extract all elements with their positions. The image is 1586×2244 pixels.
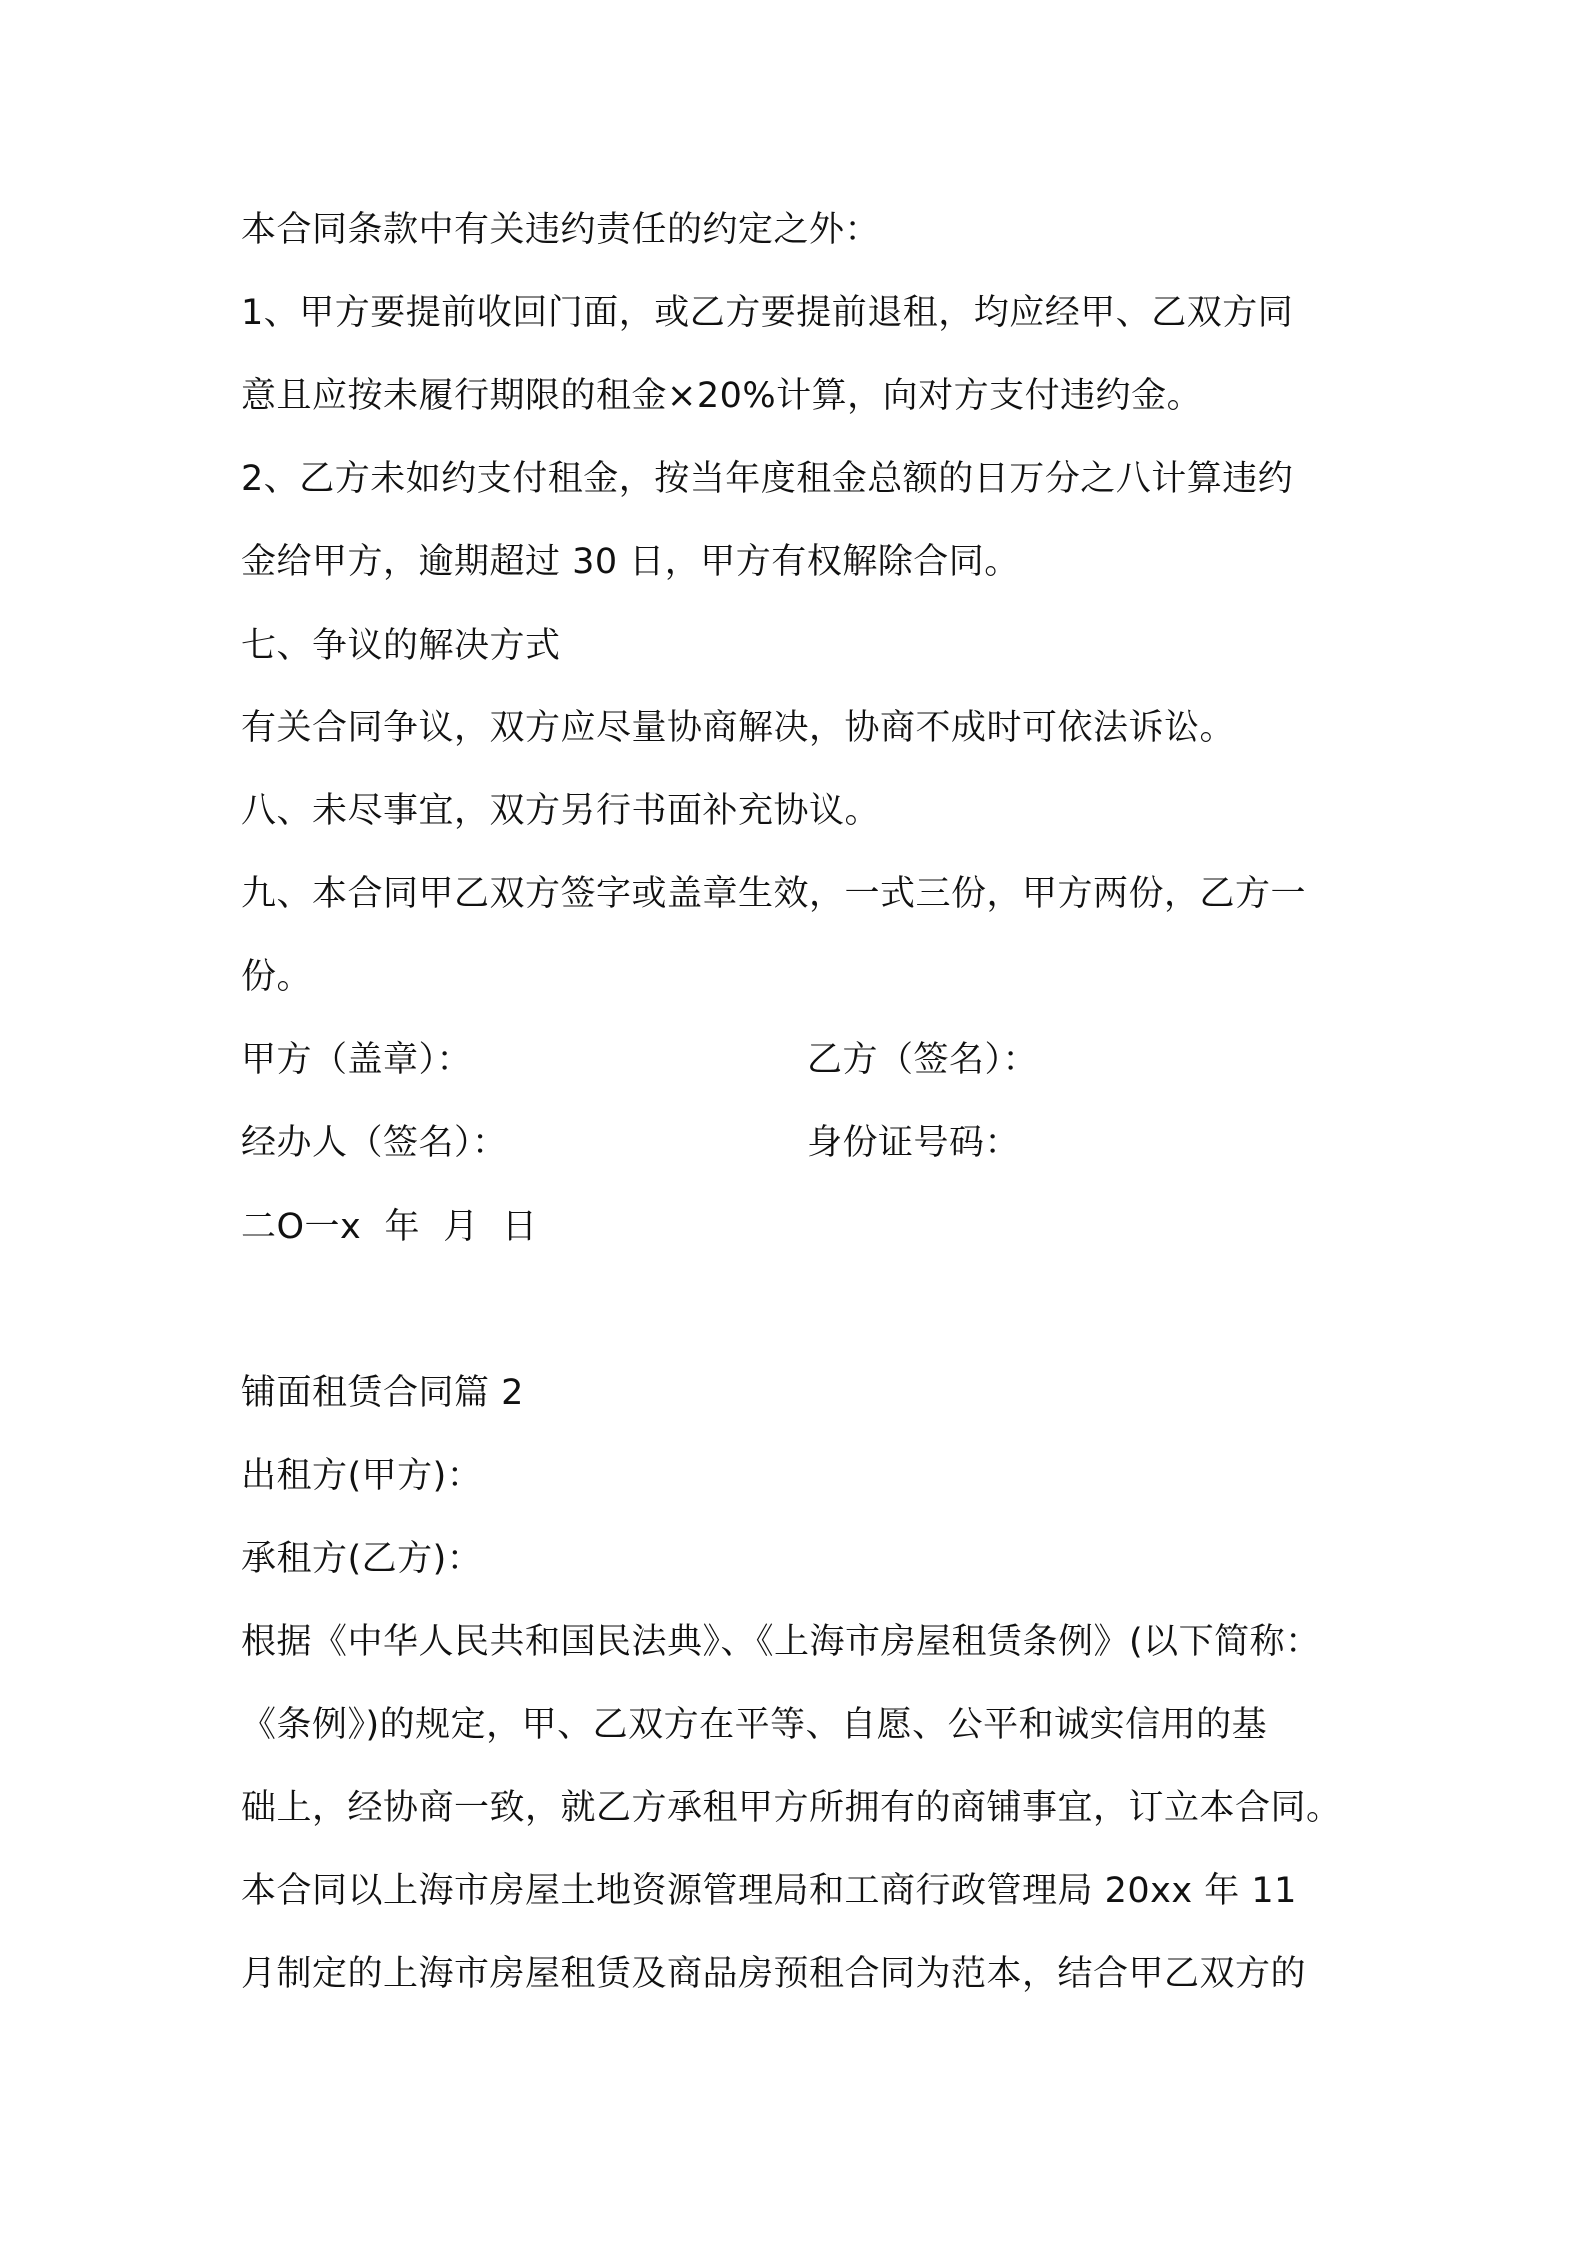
id-number-label: 身份证号码： bbox=[807, 1123, 1021, 1163]
lessor-label: 出租方(甲方)： bbox=[241, 1456, 483, 1496]
paragraph-line: 础上，经协商一致，就乙方承租甲方所拥有的商铺事宜，订立本合同。 bbox=[241, 1788, 1342, 1828]
paragraph-line: 份。 bbox=[241, 957, 313, 997]
paragraph-line: 本合同以上海市房屋土地资源管理局和工商行政管理局 20xx 年 11 bbox=[241, 1871, 1297, 1911]
section-heading: 七、争议的解决方式 bbox=[241, 626, 561, 666]
party-b-sign-label: 乙方（签名）： bbox=[807, 1040, 1039, 1080]
paragraph-line: 2、乙方未如约支付租金，按当年度租金总额的日万分之八计算违约 bbox=[241, 459, 1294, 499]
paragraph-line: 1、甲方要提前收回门面，或乙方要提前退租，均应经甲、乙双方同 bbox=[241, 293, 1294, 333]
agent-sign-label: 经办人（签名）： bbox=[241, 1123, 508, 1163]
section2-title: 铺面租赁合同篇 2 bbox=[241, 1373, 524, 1413]
paragraph-line: 八、未尽事宜，双方另行书面补充协议。 bbox=[241, 791, 881, 831]
paragraph-line: 《条例》)的规定，甲、乙双方在平等、自愿、公平和诚实信用的基 bbox=[241, 1705, 1268, 1745]
lessee-label: 承租方(乙方)： bbox=[241, 1539, 483, 1579]
paragraph-line: 有关合同争议，双方应尽量协商解决，协商不成时可依法诉讼。 bbox=[241, 708, 1236, 748]
paragraph-line: 九、本合同甲乙双方签字或盖章生效，一式三份，甲方两份，乙方一 bbox=[241, 874, 1307, 914]
party-a-seal-label: 甲方（盖章）： bbox=[241, 1040, 473, 1080]
paragraph-line: 金给甲方，逾期超过 30 日，甲方有权解除合同。 bbox=[241, 542, 1020, 582]
paragraph-line: 本合同条款中有关违约责任的约定之外： bbox=[241, 210, 881, 250]
paragraph-line: 根据《中华人民共和国民法典》、《上海市房屋租赁条例》(以下简称： bbox=[241, 1622, 1321, 1662]
date-line: 二O一x 年 月 日 bbox=[241, 1207, 538, 1247]
paragraph-line: 月制定的上海市房屋租赁及商品房预租合同为范本，结合甲乙双方的 bbox=[241, 1954, 1307, 1994]
paragraph-line: 意且应按未履行期限的租金×20%计算，向对方支付违约金。 bbox=[241, 376, 1203, 416]
